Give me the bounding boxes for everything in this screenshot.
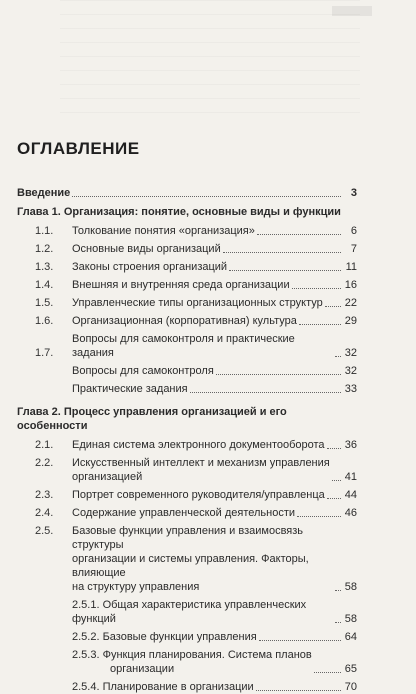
toc-entry[interactable]: 2.5. Базовые функции управления и взаимосвязь структуры организации и системы управления. Факторы, влияющие на структуру управления 58 — [17, 524, 357, 594]
toc-entry[interactable]: 1.7. Вопросы для самоконтроля и практические задания 32 — [17, 332, 357, 360]
page-number: 58 — [344, 613, 357, 625]
dot-leader — [257, 234, 341, 235]
dot-leader — [229, 270, 341, 271]
section-number: 1.6. — [35, 315, 54, 327]
page-title: ОГЛАВЛЕНИЕ — [17, 139, 140, 158]
page-number: 33 — [344, 383, 357, 395]
section-number: 2.5. — [35, 525, 54, 537]
toc-entry[interactable]: Вопросы для самоконтроля 32 — [72, 365, 357, 377]
section-number: 1.3. — [35, 261, 54, 273]
section-number: 1.2. — [35, 243, 54, 255]
page-number: 36 — [344, 439, 357, 451]
table-of-contents — [17, 186, 357, 694]
page-number: 6 — [350, 225, 357, 237]
page-number: 58 — [344, 581, 357, 593]
toc-entry[interactable]: 2.4. Содержание управленческой деятельности 46 — [17, 506, 357, 520]
page-number: 32 — [344, 347, 357, 359]
page-number: 41 — [344, 471, 357, 483]
dot-leader — [297, 516, 341, 517]
page-number: 64 — [344, 631, 357, 643]
dot-leader — [292, 288, 341, 289]
toc-entry[interactable]: 1.5. Управленческие типы организационных структур 22 — [17, 296, 357, 310]
toc-entry[interactable]: Практические задания 33 — [72, 383, 357, 395]
page-number: 65 — [344, 663, 357, 675]
section-number: 1.4. — [35, 279, 54, 291]
toc-subentry[interactable]: 2.5.3. Функция планирования. Система планов организации 65 — [72, 649, 357, 675]
toc-entry[interactable]: 2.2. Искусственный интеллект и механизм управления организацией 41 — [17, 456, 357, 484]
dot-leader — [299, 324, 341, 325]
bleed-through-header — [332, 6, 372, 16]
page-number: 70 — [344, 681, 357, 693]
page-number: 44 — [344, 489, 357, 501]
toc-entry[interactable]: 1.1. Толкование понятия «организация» 6 — [17, 224, 357, 238]
page-number: 22 — [344, 297, 357, 309]
dot-leader — [327, 448, 341, 449]
section-number: 1.1. — [35, 225, 54, 237]
toc-subentry[interactable]: 2.5.2. Базовые функции управления 64 — [72, 631, 357, 643]
dot-leader — [259, 640, 341, 641]
section-number: 1.5. — [35, 297, 54, 309]
toc-entry[interactable]: 1.6. Организационная (корпоративная) культура 29 — [17, 314, 357, 328]
page-number: 29 — [344, 315, 357, 327]
section-number: 2.4. — [35, 507, 54, 519]
dot-leader — [223, 252, 341, 253]
section-number: 1.7. — [35, 347, 54, 359]
dot-leader — [216, 374, 341, 375]
dot-leader — [72, 196, 341, 197]
toc-subentry[interactable]: 2.5.1. Общая характеристика управленческих функций 58 — [72, 599, 357, 625]
bleed-through-text — [60, 0, 360, 120]
toc-entry[interactable]: 1.2. Основные виды организаций 7 — [17, 242, 357, 256]
toc-entry-introduction[interactable]: Введение 3 — [17, 187, 357, 199]
dot-leader — [314, 672, 341, 673]
toc-entry[interactable]: 2.3. Портрет современного руководителя/управленца 44 — [17, 488, 357, 502]
page-number: 46 — [344, 507, 357, 519]
toc-subentry[interactable]: 2.5.4. Планирование в организации 70 — [72, 681, 357, 693]
section-number: 2.2. — [35, 457, 54, 469]
dot-leader — [335, 356, 341, 357]
toc-entry[interactable]: 1.4. Внешняя и внутренняя среда организации 16 — [17, 278, 357, 292]
page-number: 32 — [344, 365, 357, 377]
toc-entry[interactable]: 1.3. Законы строения организаций 11 — [17, 260, 357, 274]
page-number: 11 — [345, 261, 357, 273]
toc-chapter-2[interactable]: Глава 2. Процесс управления организацией и его особенности — [17, 406, 287, 432]
dot-leader — [256, 690, 341, 691]
toc-chapter-1[interactable]: Глава 1. Организация: понятие, основные виды и функции — [17, 206, 341, 218]
page-number: 3 — [350, 187, 357, 199]
dot-leader — [332, 480, 341, 481]
dot-leader — [327, 498, 341, 499]
dot-leader — [190, 392, 341, 393]
dot-leader — [335, 590, 341, 591]
section-number: 2.1. — [35, 439, 54, 451]
page-number: 7 — [350, 243, 357, 255]
dot-leader — [335, 622, 341, 623]
dot-leader — [325, 306, 341, 307]
section-number: 2.3. — [35, 489, 54, 501]
toc-entry[interactable]: 2.1. Единая система электронного документооборота 36 — [17, 438, 357, 452]
page-number: 16 — [344, 279, 357, 291]
